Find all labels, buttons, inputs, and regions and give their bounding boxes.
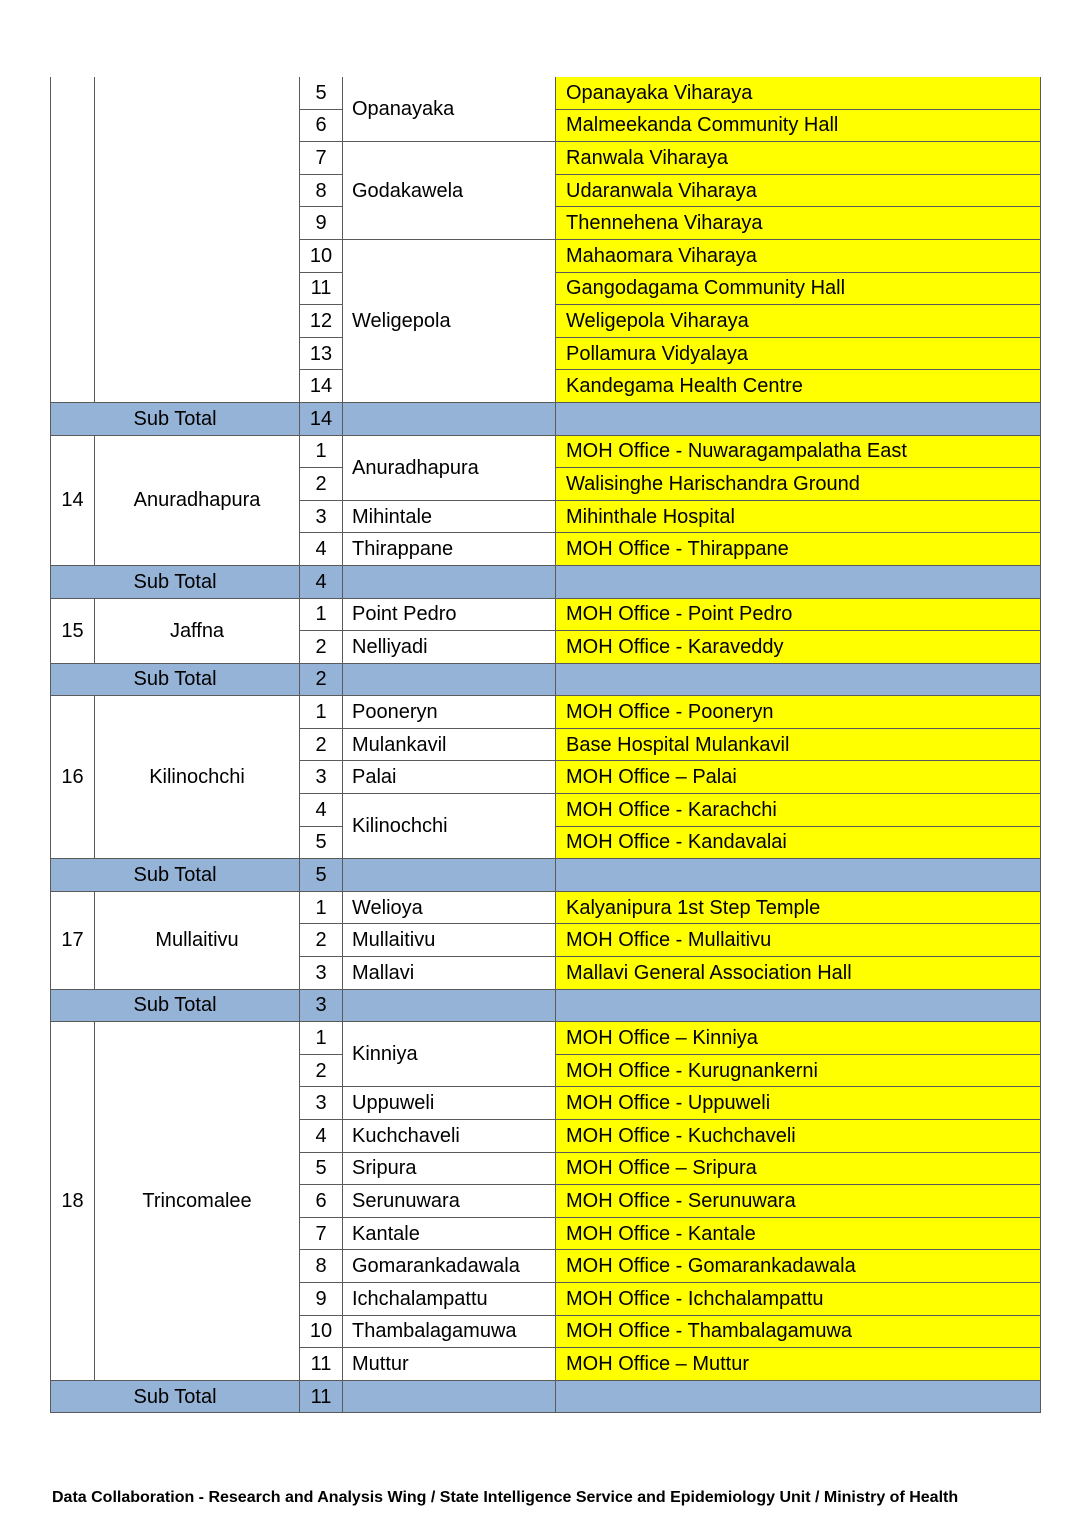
district-number-cell: 17	[51, 891, 95, 989]
row-index-cell: 4	[300, 1120, 343, 1153]
vaccination-centers-table	[50, 77, 1041, 1413]
subtotal-row	[51, 663, 1041, 696]
row-index-cell: 1	[300, 598, 343, 631]
center-cell: Opanayaka Viharaya	[556, 77, 1041, 109]
subtotal-row	[51, 1380, 1041, 1413]
center-cell: Mihinthale Hospital	[556, 500, 1041, 533]
moh-area-cell: Mallavi	[343, 957, 556, 990]
center-cell: MOH Office - Point Pedro	[556, 598, 1041, 631]
subtotal-row	[51, 565, 1041, 598]
row-index-cell: 7	[300, 142, 343, 175]
table-row	[51, 1022, 1041, 1055]
row-index-cell: 11	[300, 1348, 343, 1381]
row-index-cell: 12	[300, 305, 343, 338]
center-cell: MOH Office - Nuwaragampalatha East	[556, 435, 1041, 468]
center-cell: Gangodagama Community Hall	[556, 272, 1041, 305]
row-index-cell: 5	[300, 826, 343, 859]
row-index-cell: 2	[300, 468, 343, 501]
center-cell: MOH Office – Kinniya	[556, 1022, 1041, 1055]
center-cell: MOH Office - Pooneryn	[556, 696, 1041, 729]
subtotal-label: Sub Total	[51, 663, 300, 696]
moh-area-cell: Kantale	[343, 1217, 556, 1250]
moh-area-cell: Thirappane	[343, 533, 556, 566]
subtotal-count: 14	[300, 402, 343, 435]
center-cell: MOH Office - Kurugnankerni	[556, 1054, 1041, 1087]
center-cell: MOH Office - Karaveddy	[556, 631, 1041, 664]
row-index-cell: 5	[300, 1152, 343, 1185]
subtotal-empty-cell	[556, 989, 1041, 1022]
center-cell: Mallavi General Association Hall	[556, 957, 1041, 990]
row-index-cell: 3	[300, 761, 343, 794]
row-index-cell: 3	[300, 500, 343, 533]
center-cell: MOH Office – Sripura	[556, 1152, 1041, 1185]
center-cell: MOH Office - Kuchchaveli	[556, 1120, 1041, 1153]
table-row	[51, 435, 1041, 468]
center-cell: Malmeekanda Community Hall	[556, 109, 1041, 142]
subtotal-empty-cell	[556, 565, 1041, 598]
row-index-cell: 1	[300, 435, 343, 468]
subtotal-empty-cell	[343, 989, 556, 1022]
center-cell: MOH Office - Thambalagamuwa	[556, 1315, 1041, 1348]
moh-area-cell: Kilinochchi	[343, 794, 556, 859]
row-index-cell: 3	[300, 1087, 343, 1120]
row-index-cell: 1	[300, 696, 343, 729]
subtotal-empty-cell	[556, 1380, 1041, 1413]
moh-area-cell: Sripura	[343, 1152, 556, 1185]
row-index-cell: 2	[300, 728, 343, 761]
center-cell: Pollamura Vidyalaya	[556, 337, 1041, 370]
district-name-cell: Anuradhapura	[95, 435, 300, 565]
row-index-cell: 7	[300, 1217, 343, 1250]
subtotal-empty-cell	[343, 402, 556, 435]
district-name-cell: Kilinochchi	[95, 696, 300, 859]
table-row	[51, 891, 1041, 924]
row-index-cell: 4	[300, 794, 343, 827]
center-cell: MOH Office - Kandavalai	[556, 826, 1041, 859]
district-number-cell: 18	[51, 1022, 95, 1381]
row-index-cell: 6	[300, 109, 343, 142]
district-name-cell: Mullaitivu	[95, 891, 300, 989]
subtotal-count: 11	[300, 1380, 343, 1413]
moh-area-cell: Kinniya	[343, 1022, 556, 1087]
subtotal-count: 5	[300, 859, 343, 892]
center-cell: Kalyanipura 1st Step Temple	[556, 891, 1041, 924]
center-cell: MOH Office - Serunuwara	[556, 1185, 1041, 1218]
moh-area-cell: Opanayaka	[343, 77, 556, 142]
moh-area-cell: Point Pedro	[343, 598, 556, 631]
district-number-cell: 15	[51, 598, 95, 663]
district-name-cell	[95, 77, 300, 402]
moh-area-cell: Godakawela	[343, 142, 556, 240]
row-index-cell: 1	[300, 891, 343, 924]
subtotal-empty-cell	[556, 402, 1041, 435]
center-cell: MOH Office – Muttur	[556, 1348, 1041, 1381]
row-index-cell: 6	[300, 1185, 343, 1218]
center-cell: Walisinghe Harischandra Ground	[556, 468, 1041, 501]
subtotal-count: 4	[300, 565, 343, 598]
row-index-cell: 2	[300, 631, 343, 664]
moh-area-cell: Uppuweli	[343, 1087, 556, 1120]
center-cell: Thennehena Viharaya	[556, 207, 1041, 240]
subtotal-empty-cell	[343, 663, 556, 696]
table-row	[51, 77, 1041, 109]
district-number-cell	[51, 77, 95, 402]
center-cell: Base Hospital Mulankavil	[556, 728, 1041, 761]
center-cell: Mahaomara Viharaya	[556, 239, 1041, 272]
row-index-cell: 1	[300, 1022, 343, 1055]
moh-area-cell: Mullaitivu	[343, 924, 556, 957]
district-name-cell: Trincomalee	[95, 1022, 300, 1381]
center-cell: MOH Office - Karachchi	[556, 794, 1041, 827]
row-index-cell: 10	[300, 1315, 343, 1348]
row-index-cell: 4	[300, 533, 343, 566]
row-index-cell: 9	[300, 207, 343, 240]
moh-area-cell: Welioya	[343, 891, 556, 924]
moh-area-cell: Muttur	[343, 1348, 556, 1381]
center-cell: MOH Office - Thirappane	[556, 533, 1041, 566]
center-cell: MOH Office - Uppuweli	[556, 1087, 1041, 1120]
center-cell: MOH Office - Ichchalampattu	[556, 1282, 1041, 1315]
row-index-cell: 2	[300, 1054, 343, 1087]
center-cell: MOH Office - Kantale	[556, 1217, 1041, 1250]
row-index-cell: 8	[300, 1250, 343, 1283]
center-cell: MOH Office - Mullaitivu	[556, 924, 1041, 957]
district-number-cell: 16	[51, 696, 95, 859]
subtotal-label: Sub Total	[51, 402, 300, 435]
row-index-cell: 13	[300, 337, 343, 370]
subtotal-count: 3	[300, 989, 343, 1022]
footer-credits: Data Collaboration - Research and Analysis Wing / State Intelligence Service and Epidemiology Unit / Ministry of Health	[52, 1489, 959, 1506]
subtotal-row	[51, 989, 1041, 1022]
table-row	[51, 598, 1041, 631]
row-index-cell: 5	[300, 77, 343, 109]
subtotal-label: Sub Total	[51, 989, 300, 1022]
subtotal-empty-cell	[556, 663, 1041, 696]
district-name-cell: Jaffna	[95, 598, 300, 663]
moh-area-cell: Pooneryn	[343, 696, 556, 729]
table-row	[51, 696, 1041, 729]
district-number-cell: 14	[51, 435, 95, 565]
subtotal-label: Sub Total	[51, 565, 300, 598]
center-cell: MOH Office – Palai	[556, 761, 1041, 794]
row-index-cell: 3	[300, 957, 343, 990]
subtotal-row	[51, 859, 1041, 892]
subtotal-empty-cell	[343, 859, 556, 892]
row-index-cell: 2	[300, 924, 343, 957]
center-cell: Weligepola Viharaya	[556, 305, 1041, 338]
center-cell: Kandegama Health Centre	[556, 370, 1041, 403]
center-cell: Ranwala Viharaya	[556, 142, 1041, 175]
subtotal-label: Sub Total	[51, 859, 300, 892]
center-cell: Udaranwala Viharaya	[556, 174, 1041, 207]
subtotal-count: 2	[300, 663, 343, 696]
row-index-cell: 8	[300, 174, 343, 207]
row-index-cell: 9	[300, 1282, 343, 1315]
moh-area-cell: Serunuwara	[343, 1185, 556, 1218]
moh-area-cell: Kuchchaveli	[343, 1120, 556, 1153]
moh-area-cell: Palai	[343, 761, 556, 794]
center-cell: MOH Office - Gomarankadawala	[556, 1250, 1041, 1283]
moh-area-cell: Anuradhapura	[343, 435, 556, 500]
subtotal-label: Sub Total	[51, 1380, 300, 1413]
moh-area-cell: Weligepola	[343, 239, 556, 402]
moh-area-cell: Nelliyadi	[343, 631, 556, 664]
moh-area-cell: Gomarankadawala	[343, 1250, 556, 1283]
row-index-cell: 11	[300, 272, 343, 305]
moh-area-cell: Ichchalampattu	[343, 1282, 556, 1315]
moh-area-cell: Thambalagamuwa	[343, 1315, 556, 1348]
subtotal-empty-cell	[556, 859, 1041, 892]
subtotal-empty-cell	[343, 1380, 556, 1413]
subtotal-empty-cell	[343, 565, 556, 598]
subtotal-row	[51, 402, 1041, 435]
moh-area-cell: Mihintale	[343, 500, 556, 533]
moh-area-cell: Mulankavil	[343, 728, 556, 761]
row-index-cell: 10	[300, 239, 343, 272]
row-index-cell: 14	[300, 370, 343, 403]
